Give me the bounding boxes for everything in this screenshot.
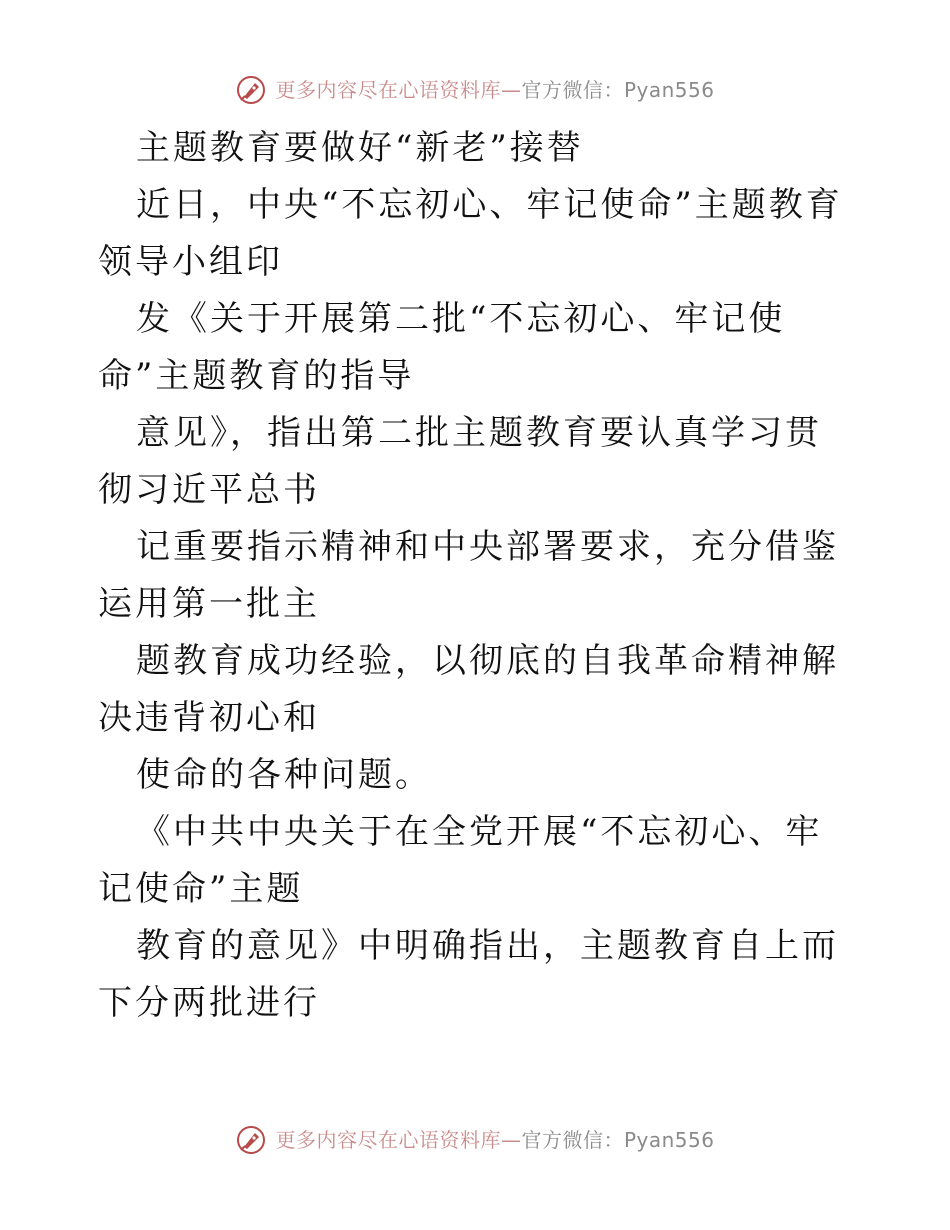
pen-nib-logo-icon <box>235 1124 267 1156</box>
paragraph: 使命的各种问题。 <box>136 755 432 795</box>
watermark-sub: 官方微信：Pyan556 <box>521 78 715 102</box>
watermark-sub: 官方微信：Pyan556 <box>521 1128 715 1152</box>
paragraph: 意见》，指出第二批主题教育要认真学习贯彻习近平总书 <box>98 413 822 510</box>
paragraph: 题教育成功经验，以彻底的自我革命精神解决违背初心和 <box>98 641 839 738</box>
paragraph: 《中共中央关于在全党开展“不忘初心、牢记使命”主题 <box>98 812 823 909</box>
paragraph: 发《关于开展第二批“不忘初心、牢记使命”主题教育的指导 <box>98 299 786 396</box>
paragraph: 教育的意见》中明确指出，主题教育自上而下分两批进行 <box>98 926 839 1023</box>
document-body <box>98 120 858 1032</box>
watermark-text <box>275 80 714 100</box>
header-watermark <box>0 70 950 110</box>
paragraph: 近日，中央“不忘初心、牢记使命”主题教育领导小组印 <box>98 185 843 282</box>
watermark-main: 更多内容尽在心语资料库 <box>275 78 501 102</box>
watermark-text <box>275 1130 714 1150</box>
watermark-main: 更多内容尽在心语资料库 <box>275 1128 501 1152</box>
pen-nib-logo-icon <box>235 74 267 106</box>
paragraph-title: 主题教育要做好“新老”接替 <box>136 128 584 168</box>
watermark-separator: — <box>500 78 522 102</box>
footer-watermark <box>0 1120 950 1160</box>
watermark-separator: — <box>500 1128 522 1152</box>
paragraph: 记重要指示精神和中央部署要求，充分借鉴运用第一批主 <box>98 527 839 624</box>
